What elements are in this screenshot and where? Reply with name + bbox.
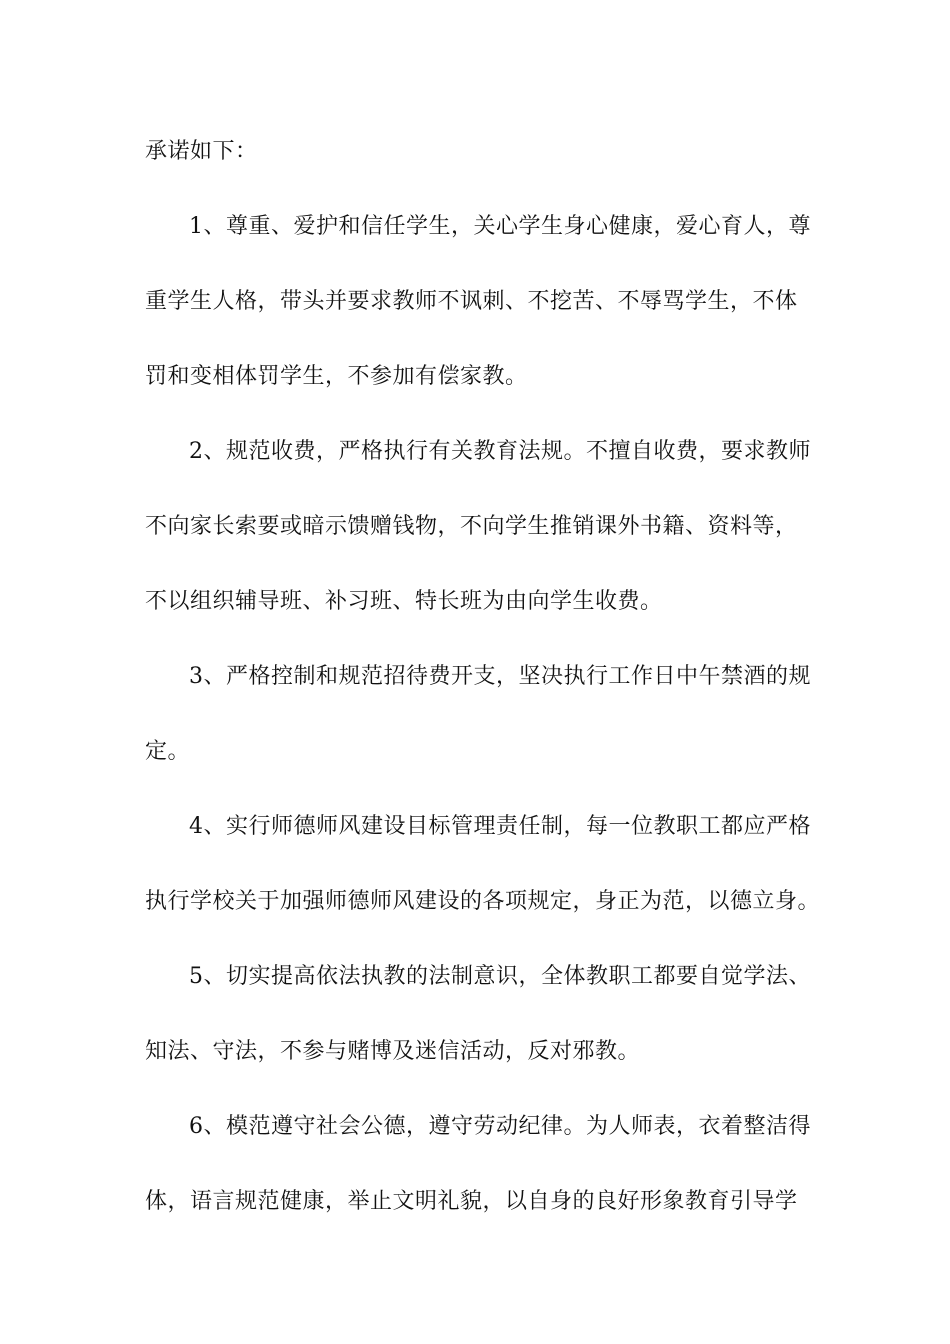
item-6-line-1: 6、模范遵守社会公德，遵守劳动纪律。为人师表，衣着整洁得: [189, 1114, 811, 1139]
item-5-line-1: 5、切实提高依法执教的法制意识，全体教职工都要自觉学法、: [189, 964, 811, 989]
item-1-line-1: 1、尊重、爱护和信任学生，关心学生身心健康，爱心育人，尊: [189, 214, 811, 239]
item-5-line-2: 知法、守法，不参与赌博及迷信活动，反对邪教。: [145, 1039, 641, 1064]
item-4-line-1: 4、实行师德师风建设目标管理责任制，每一位教职工都应严格: [189, 814, 811, 839]
item-2-line-1: 2、规范收费，严格执行有关教育法规。不擅自收费，要求教师: [189, 439, 811, 464]
item-3-line-1: 3、严格控制和规范招待费开支，坚决执行工作日中午禁酒的规: [189, 664, 811, 689]
item-6-line-2: 体，语言规范健康，举止文明礼貌，以自身的良好形象教育引导学: [145, 1189, 798, 1214]
item-4-line-2: 执行学校关于加强师德师风建设的各项规定，身正为范，以德立身。: [145, 889, 821, 914]
item-1-line-3: 罚和变相体罚学生，不参加有偿家教。: [145, 364, 528, 389]
item-1-line-2: 重学生人格，带头并要求教师不讽刺、不挖苦、不辱骂学生，不体: [145, 289, 798, 314]
item-3-line-2: 定。: [145, 739, 191, 764]
intro-line: 承诺如下：: [145, 139, 258, 164]
item-2-line-2: 不向家长索要或暗示馈赠钱物，不向学生推销课外书籍、资料等，: [145, 514, 798, 539]
item-2-line-3: 不以组织辅导班、补习班、特长班为由向学生收费。: [145, 589, 663, 614]
